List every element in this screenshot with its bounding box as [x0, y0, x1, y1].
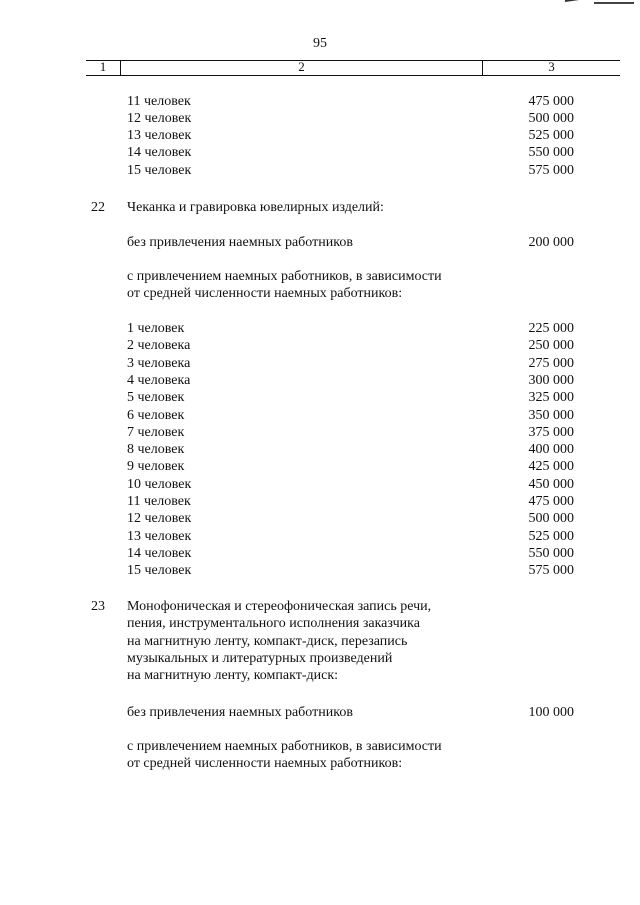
no-workers-value: 100 000 — [528, 705, 574, 720]
row-label: 3 человека — [127, 356, 191, 371]
item-title-line: на магнитную ленту, компакт-диск, перезапись — [127, 634, 408, 649]
row-value: 550 000 — [528, 145, 574, 160]
row-label: 4 человека — [127, 373, 191, 388]
row-value: 575 000 — [528, 563, 574, 578]
row-label: 13 человек — [127, 128, 192, 143]
row-value: 475 000 — [528, 94, 574, 109]
item-title: Чеканка и гравировка ювелирных изделий: — [127, 200, 384, 215]
row-label: 14 человек — [127, 546, 192, 561]
row-value: 250 000 — [528, 338, 574, 353]
row-label: 14 человек — [127, 145, 192, 160]
row-label: 12 человек — [127, 111, 192, 126]
row-label: 15 человек — [127, 163, 192, 178]
row-value: 500 000 — [528, 111, 574, 126]
header-col-2: 2 — [298, 59, 305, 74]
row-value: 550 000 — [528, 546, 574, 561]
row-label: 6 человек — [127, 408, 185, 423]
row-label: 11 человек — [127, 494, 191, 509]
row-value: 325 000 — [528, 390, 574, 405]
row-label: 13 человек — [127, 529, 192, 544]
header-col-3: 3 — [548, 59, 555, 74]
row-value: 425 000 — [528, 459, 574, 474]
item-title-line: на магнитную ленту, компакт-диск: — [127, 668, 339, 683]
row-label: 1 человек — [127, 321, 185, 336]
row-label: 12 человек — [127, 511, 192, 526]
item-title-line: музыкальных и литературных произведений — [127, 651, 393, 666]
no-workers-value: 200 000 — [528, 235, 574, 250]
with-workers-text: от средней численности наемных работников: — [127, 756, 403, 771]
row-label: 7 человек — [127, 425, 185, 440]
scan-mark — [565, 0, 583, 2]
row-value: 525 000 — [528, 529, 574, 544]
row-value: 475 000 — [528, 494, 574, 509]
scan-mark — [594, 2, 634, 4]
row-value: 575 000 — [528, 163, 574, 178]
row-value: 375 000 — [528, 425, 574, 440]
row-value: 500 000 — [528, 511, 574, 526]
row-label: 8 человек — [127, 442, 185, 457]
row-label: 11 человек — [127, 94, 191, 109]
row-value: 450 000 — [528, 477, 574, 492]
row-label: 9 человек — [127, 459, 185, 474]
row-label: 2 человека — [127, 338, 191, 353]
with-workers-text: с привлечением наемных работников, в зависимости — [127, 739, 442, 754]
table-header — [86, 60, 620, 76]
item-number: 23 — [91, 599, 105, 614]
row-value: 225 000 — [528, 321, 574, 336]
with-workers-text: от средней численности наемных работников: — [127, 286, 403, 301]
row-value: 525 000 — [528, 128, 574, 143]
row-value: 300 000 — [528, 373, 574, 388]
page-number: 95 — [313, 36, 327, 51]
item-number: 22 — [91, 200, 105, 215]
row-value: 400 000 — [528, 442, 574, 457]
no-workers-label: без привлечения наемных работников — [127, 235, 353, 250]
row-value: 275 000 — [528, 356, 574, 371]
with-workers-text: с привлечением наемных работников, в зависимости — [127, 269, 442, 284]
item-title-line: пения, инструментального исполнения заказчика — [127, 616, 420, 631]
no-workers-label: без привлечения наемных работников — [127, 705, 353, 720]
row-value: 350 000 — [528, 408, 574, 423]
item-title-line: Монофоническая и стереофоническая запись речи, — [127, 599, 432, 614]
row-label: 10 человек — [127, 477, 192, 492]
row-label: 5 человек — [127, 390, 185, 405]
header-col-1: 1 — [99, 59, 107, 74]
row-label: 15 человек — [127, 563, 192, 578]
